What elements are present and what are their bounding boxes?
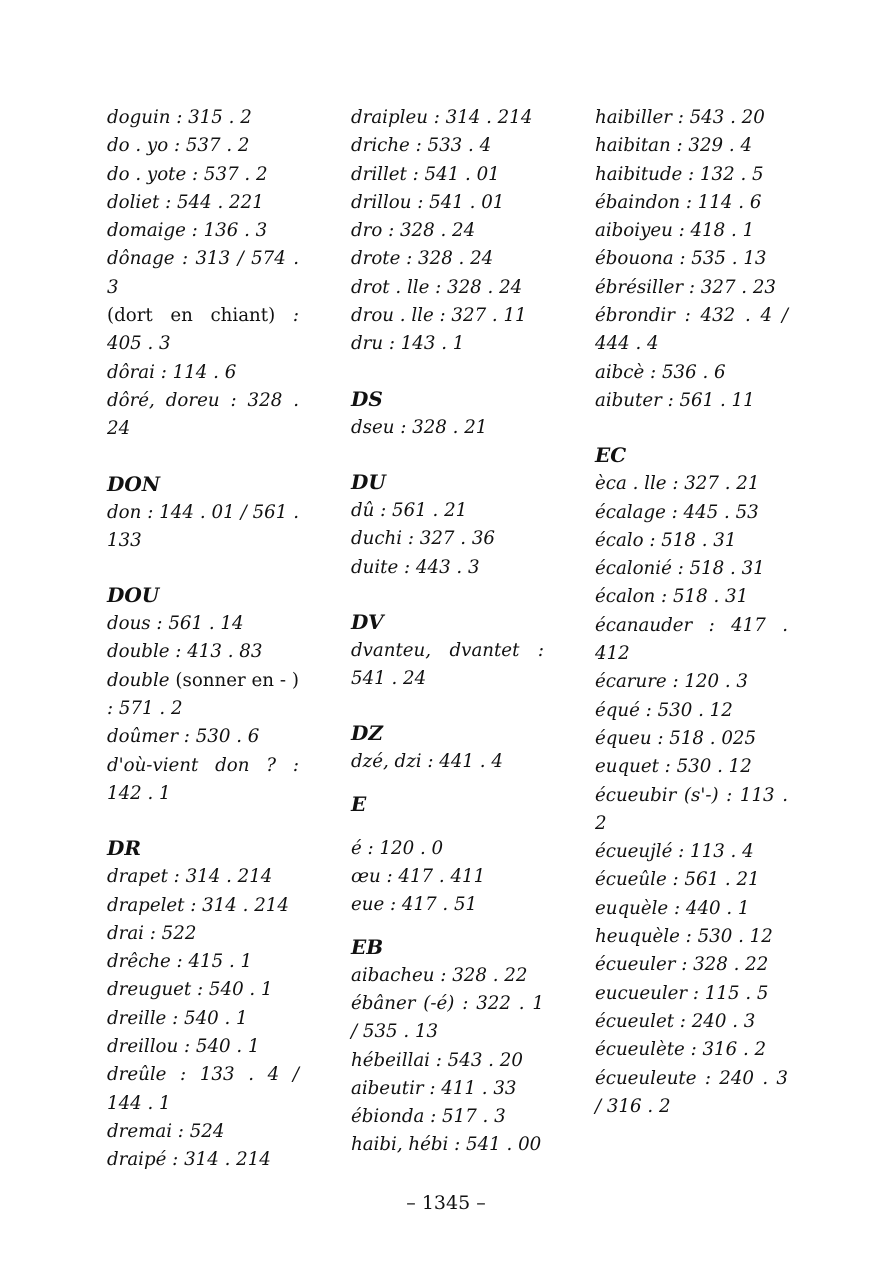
- index-entry: dzé, dzi : 441 . 4: [351, 751, 503, 773]
- index-entry: haibitude : 132 . 5: [595, 163, 764, 185]
- index-entry: eucueuler : 115 . 5: [595, 982, 769, 1004]
- index-entry: d'où-vient don ? : 142 . 1: [107, 754, 299, 804]
- index-entry: haibitan : 329 . 4: [595, 135, 753, 157]
- index-entry: dônage : 313 / 574 . 3: [107, 248, 299, 298]
- index-entry: aibuter : 561 . 11: [595, 389, 755, 411]
- index-entry: écueûle : 561 . 21: [595, 869, 760, 891]
- index-entry: dôrai : 114 . 6: [107, 361, 237, 383]
- index-entry: draipleu : 314 . 214: [351, 107, 533, 128]
- index-entry: draipé : 314 . 214: [107, 1149, 271, 1171]
- index-entry: dû : 561 . 21: [351, 499, 468, 521]
- index-entry: écalonié : 518 . 31: [595, 558, 765, 580]
- index-entry: ébrésiller : 327 . 23: [595, 276, 776, 298]
- index-entry: écueujlé : 113 . 4: [595, 841, 754, 863]
- section-heading: DU: [351, 469, 386, 494]
- section-heading: DV: [351, 609, 384, 634]
- index-entry: dreillou : 540 . 1: [107, 1036, 260, 1058]
- index-entry: ébionda : 517 . 3: [351, 1106, 506, 1128]
- index-entry: écueubir (s'-) : 113 . 2: [595, 784, 788, 834]
- index-entry: ébâner (-é) : 322 . 1 / 535 . 13: [351, 992, 544, 1043]
- section-heading: DON: [107, 471, 161, 496]
- index-entry: dreûle : 133 . 4 / 144 . 1: [107, 1064, 299, 1114]
- index-entry: aibeutir : 411 . 33: [351, 1077, 517, 1099]
- index-entry: do . yote : 537 . 2: [107, 163, 268, 185]
- index-entry: domaige : 136 . 3: [107, 220, 268, 242]
- index-entry: drêche : 415 . 1: [107, 951, 253, 973]
- index-entry: do . yo : 537 . 2: [107, 135, 250, 157]
- index-entry: dseu : 328 . 21: [351, 416, 488, 438]
- index-entry: drillet : 541 . 01: [351, 163, 500, 185]
- index-column-1: [107, 104, 299, 1175]
- index-entry: ébouona : 535 . 13: [595, 248, 767, 270]
- index-entry: drillou : 541 . 01: [351, 191, 505, 213]
- index-entry: double : 413 . 83: [107, 641, 263, 663]
- index-entry: écanauder : 417 . 412: [595, 614, 788, 665]
- section-heading: DS: [351, 386, 383, 411]
- index-entry: euquèle : 440 . 1: [595, 897, 750, 919]
- index-entry: dous : 561 . 14: [107, 613, 244, 635]
- index-entry: dôré, doreu : 328 . 24: [107, 389, 299, 440]
- index-entry: èca . lle : 327 . 21: [595, 473, 760, 495]
- index-entry: é : 120 . 0: [351, 837, 444, 859]
- index-entry: dreille : 540 . 1: [107, 1007, 248, 1029]
- index-entry: euquet : 530 . 12: [595, 756, 752, 778]
- index-entry: drot . lle : 328 . 24: [351, 276, 523, 298]
- index-entry: don : 144 . 01 / 561 . 133: [107, 501, 299, 551]
- index-entry: doûmer : 530 . 6: [107, 726, 260, 748]
- section-heading: E: [351, 791, 367, 816]
- index-entry: écueuleute : 240 . 3 / 316 . 2: [595, 1067, 788, 1117]
- index-entry: aiboiyeu : 418 . 1: [595, 220, 755, 242]
- index-entry: drapet : 314 . 214: [107, 866, 273, 888]
- index-entry: dru : 143 . 1: [351, 333, 465, 355]
- index-entry: drai : 522: [107, 922, 197, 944]
- index-entry: ébrondir : 432 . 4 / 444 . 4: [595, 305, 788, 355]
- index-entry: drou . lle : 327 . 11: [351, 305, 527, 327]
- index-entry: équeu : 518 . 025: [595, 727, 757, 749]
- index-entry: duchi : 327 . 36: [351, 528, 495, 550]
- index-entry: drote : 328 . 24: [351, 248, 494, 270]
- index-entry: (dort en chiant) : 405 . 3: [107, 305, 299, 355]
- index-entry: écalage : 445 . 53: [595, 501, 759, 523]
- index-entry: eue : 417 . 51: [351, 894, 478, 916]
- index-entry: écalo : 518 . 31: [595, 529, 737, 551]
- index-entry: aibcè : 536 . 6: [595, 361, 726, 383]
- index-entry: œu : 417 . 411: [351, 866, 486, 888]
- index-entry: dremai : 524: [107, 1120, 225, 1142]
- index-entry: écarure : 120 . 3: [595, 671, 748, 693]
- index-entry: haibi, hébi : 541 . 00: [351, 1134, 542, 1156]
- index-entry: dro : 328 . 24: [351, 220, 476, 242]
- section-heading: DOU: [107, 583, 160, 608]
- index-entry: équé : 530 . 12: [595, 699, 733, 721]
- gloss: (dort en chiant): [107, 305, 276, 327]
- index-column-3: [595, 104, 788, 1121]
- page-number: – 1345 –: [406, 1192, 486, 1214]
- section-heading: EB: [351, 934, 384, 959]
- index-entry: doguin : 315 . 2: [107, 107, 252, 128]
- index-entry: doliet : 544 . 221: [107, 191, 264, 213]
- index-column-2: [351, 104, 544, 1160]
- index-entry: drapelet : 314 . 214: [107, 894, 289, 916]
- index-entry: dvanteu, dvantet : 541 . 24: [351, 639, 544, 690]
- index-entry: hébeillai : 543 . 20: [351, 1049, 523, 1071]
- index-entry: heuquèle : 530 . 12: [595, 926, 773, 948]
- section-heading: EC: [595, 443, 627, 468]
- index-entry: écalon : 518 . 31: [595, 586, 749, 608]
- section-heading: DZ: [351, 721, 383, 746]
- index-entry: double (sonner en - ) : 571 . 2: [107, 669, 300, 720]
- index-entry: ébaindon : 114 . 6: [595, 191, 762, 213]
- index-entry: aibacheu : 328 . 22: [351, 964, 528, 986]
- section-heading: DR: [107, 836, 141, 861]
- index-entry: haibiller : 543 . 20: [595, 107, 765, 128]
- index-entry: écueulète : 316 . 2: [595, 1039, 767, 1061]
- index-entry: driche : 533 . 4: [351, 135, 492, 157]
- gloss: (sonner en - ): [175, 669, 300, 691]
- index-entry: écueuler : 328 . 22: [595, 954, 769, 976]
- index-entry: duite : 443 . 3: [351, 556, 480, 578]
- index-entry: écueulet : 240 . 3: [595, 1010, 756, 1032]
- index-entry: dreuguet : 540 . 1: [107, 979, 273, 1001]
